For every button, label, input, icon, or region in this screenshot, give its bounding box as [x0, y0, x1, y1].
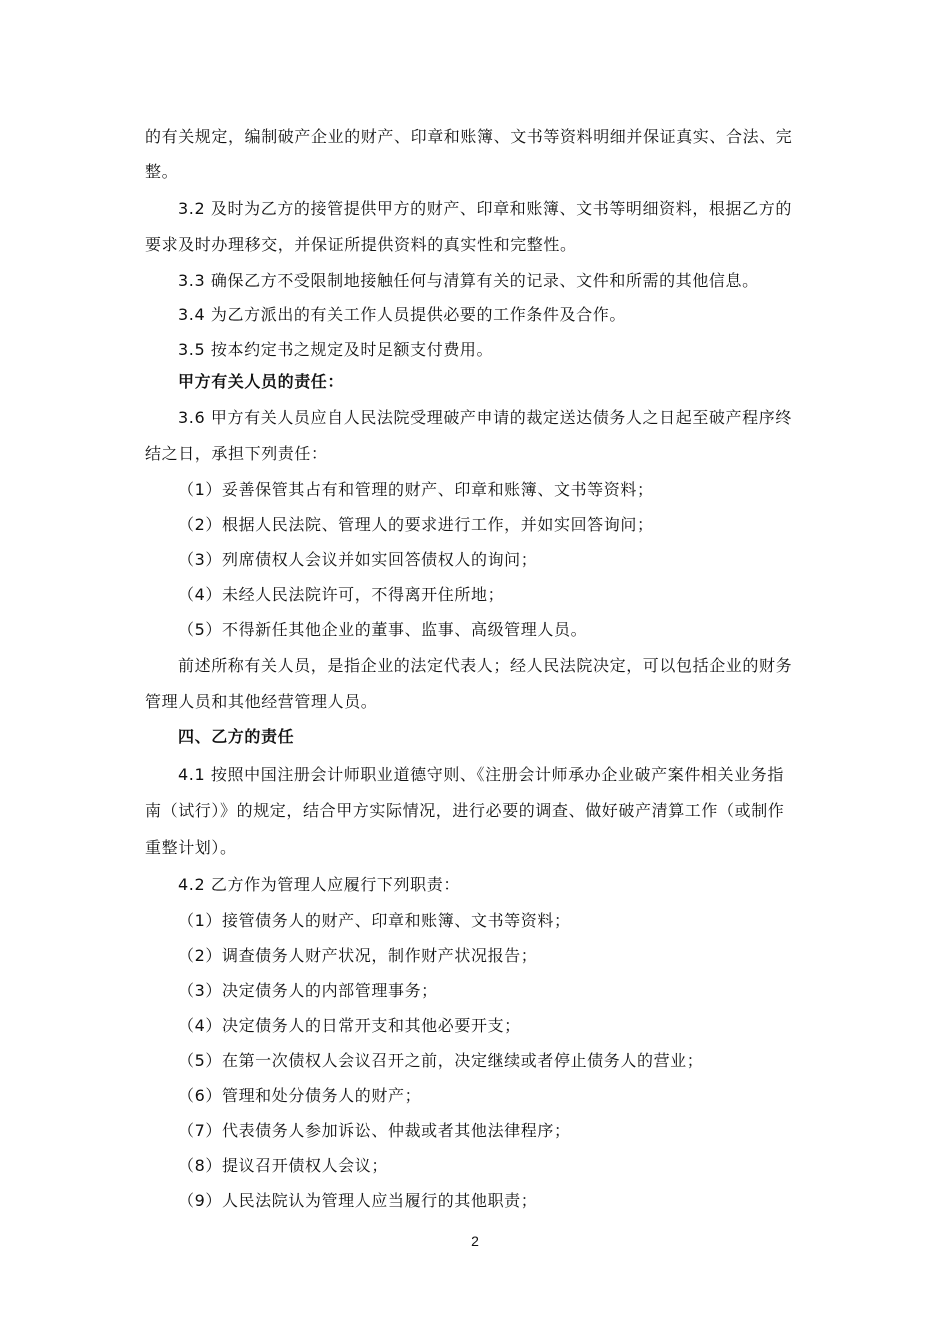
paragraph-line: 3.2 及时为乙方的接管提供甲方的财产、印章和账簿、文书等明细资料，根据乙方的 — [178, 199, 792, 218]
paragraph-line: （7）代表债务人参加诉讼、仲裁或者其他法律程序； — [178, 1121, 571, 1140]
paragraph-line: 结之日，承担下列责任： — [145, 444, 328, 463]
paragraph-line: 4.1 按照中国注册会计师职业道德守则、《注册会计师承办企业破产案件相关业务指 — [178, 765, 784, 784]
paragraph-line: 的有关规定，编制破产企业的财产、印章和账簿、文书等资料明细并保证真实、合法、完 — [145, 127, 793, 146]
paragraph-line: （9）人民法院认为管理人应当履行的其他职责； — [178, 1191, 538, 1210]
paragraph-line: 前述所称有关人员，是指企业的法定代表人；经人民法院决定，可以包括企业的财务 — [178, 656, 793, 675]
paragraph-line: （8）提议召开债权人会议； — [178, 1156, 388, 1175]
paragraph-line: （6）管理和处分债务人的财产； — [178, 1086, 422, 1105]
paragraph-line: （3）列席债权人会议并如实回答债权人的询问； — [178, 550, 538, 569]
paragraph-line: 3.4 为乙方派出的有关工作人员提供必要的工作条件及合作。 — [178, 305, 626, 324]
section-heading: 四、乙方的责任 — [178, 727, 295, 746]
paragraph-line: 3.6 甲方有关人员应自人民法院受理破产申请的裁定送达债务人之日起至破产程序终 — [178, 408, 792, 427]
paragraph-line: 4.2 乙方作为管理人应履行下列职责： — [178, 875, 460, 894]
paragraph-line: 要求及时办理移交，并保证所提供资料的真实性和完整性。 — [145, 235, 577, 254]
paragraph-line: 3.5 按本约定书之规定及时足额支付费用。 — [178, 340, 494, 359]
paragraph-line: 管理人员和其他经营管理人员。 — [145, 692, 378, 711]
paragraph-line: （4）未经人民法院许可，不得离开住所地； — [178, 585, 505, 604]
paragraph-line: （5）在第一次债权人会议召开之前，决定继续或者停止债务人的营业； — [178, 1051, 704, 1070]
section-heading: 甲方有关人员的责任： — [178, 372, 345, 391]
paragraph-line: （3）决定债务人的内部管理事务； — [178, 981, 438, 1000]
page-number: 2 — [471, 1233, 479, 1249]
paragraph-line: （5）不得新任其他企业的董事、监事、高级管理人员。 — [178, 620, 588, 639]
paragraph-line: 3.3 确保乙方不受限制地接触任何与清算有关的记录、文件和所需的其他信息。 — [178, 271, 759, 290]
paragraph-line: 整。 — [145, 162, 179, 181]
paragraph-line: （2）根据人民法院、管理人的要求进行工作，并如实回答询问； — [178, 515, 654, 534]
paragraph-line: （1）妥善保管其占有和管理的财产、印章和账簿、文书等资料； — [178, 480, 654, 499]
paragraph-line: （2）调查债务人财产状况，制作财产状况报告； — [178, 946, 538, 965]
paragraph-line: （4）决定债务人的日常开支和其他必要开支； — [178, 1016, 521, 1035]
paragraph-line: 南（试行）》的规定，结合甲方实际情况，进行必要的调查、做好破产清算工作（或制作 — [145, 801, 785, 820]
paragraph-line: 重整计划）。 — [145, 838, 237, 857]
paragraph-line: （1）接管债务人的财产、印章和账簿、文书等资料； — [178, 911, 571, 930]
